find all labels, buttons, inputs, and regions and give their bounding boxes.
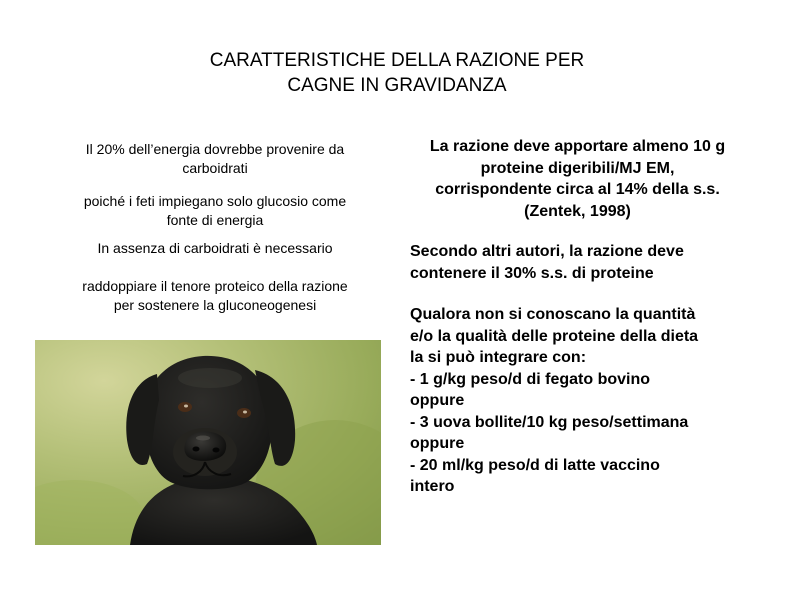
right-b3-line: intero <box>410 478 455 495</box>
left-p4-line1: raddoppiare il tenore proteico della razione <box>82 278 348 294</box>
right-b3-line: - 3 uova bollite/10 kg peso/settimana <box>410 413 689 431</box>
right-b3-line: - 20 ml/kg peso/d di latte vaccino <box>410 456 660 474</box>
right-block-supplements <box>410 304 755 498</box>
puppy-photo <box>35 340 381 545</box>
right-b1-line: proteine digeribili/MJ EM, <box>480 159 675 177</box>
left-p4-line2: per sostenere la gluconeogenesi <box>113 297 317 313</box>
right-b3-line: - 1 g/kg peso/d di fegato bovino <box>410 370 651 388</box>
right-b2-line: Secondo altri autori, la razione deve <box>410 243 684 260</box>
title-line-2: CAGNE IN GRAVIDANZA <box>287 75 507 96</box>
right-b1-line: corrispondente circa al 14% della s.s. <box>435 181 720 198</box>
left-p1-line2: carboidrati <box>182 160 248 176</box>
left-p3: In assenza di carboidrati è necessario <box>97 240 333 256</box>
left-paragraph-carbohydrates <box>40 140 390 178</box>
slide-title <box>0 48 794 98</box>
right-block-requirement <box>405 136 750 222</box>
left-paragraph-absence <box>40 239 390 258</box>
left-p2-line2: fonte di energia <box>166 212 264 228</box>
right-b3-line: la si può integrare con: <box>410 349 587 366</box>
left-p2-line1: poiché i feti impiegano solo glucosio come <box>83 193 347 209</box>
right-b3-line: oppure <box>410 392 465 409</box>
right-b3-line: oppure <box>410 435 465 452</box>
title-line-1: CARATTERISTICHE DELLA RAZIONE PER <box>209 50 585 71</box>
right-b3-line: Qualora non si conoscano la quantità <box>410 306 696 323</box>
right-b1-line: (Zentek, 1998) <box>524 202 631 220</box>
right-b2-line: contenere il 30% s.s. di proteine <box>410 264 654 282</box>
right-block-other-authors <box>410 241 755 284</box>
right-b1-line: La razione deve apportare almeno 10 g <box>429 138 726 155</box>
left-paragraph-protein <box>40 277 390 315</box>
right-b3-line: e/o la qualità delle proteine della dieta <box>410 327 699 345</box>
left-paragraph-glucose <box>40 192 390 230</box>
left-p1-line1: Il 20% dell’energia dovrebbe provenire da <box>85 141 345 157</box>
